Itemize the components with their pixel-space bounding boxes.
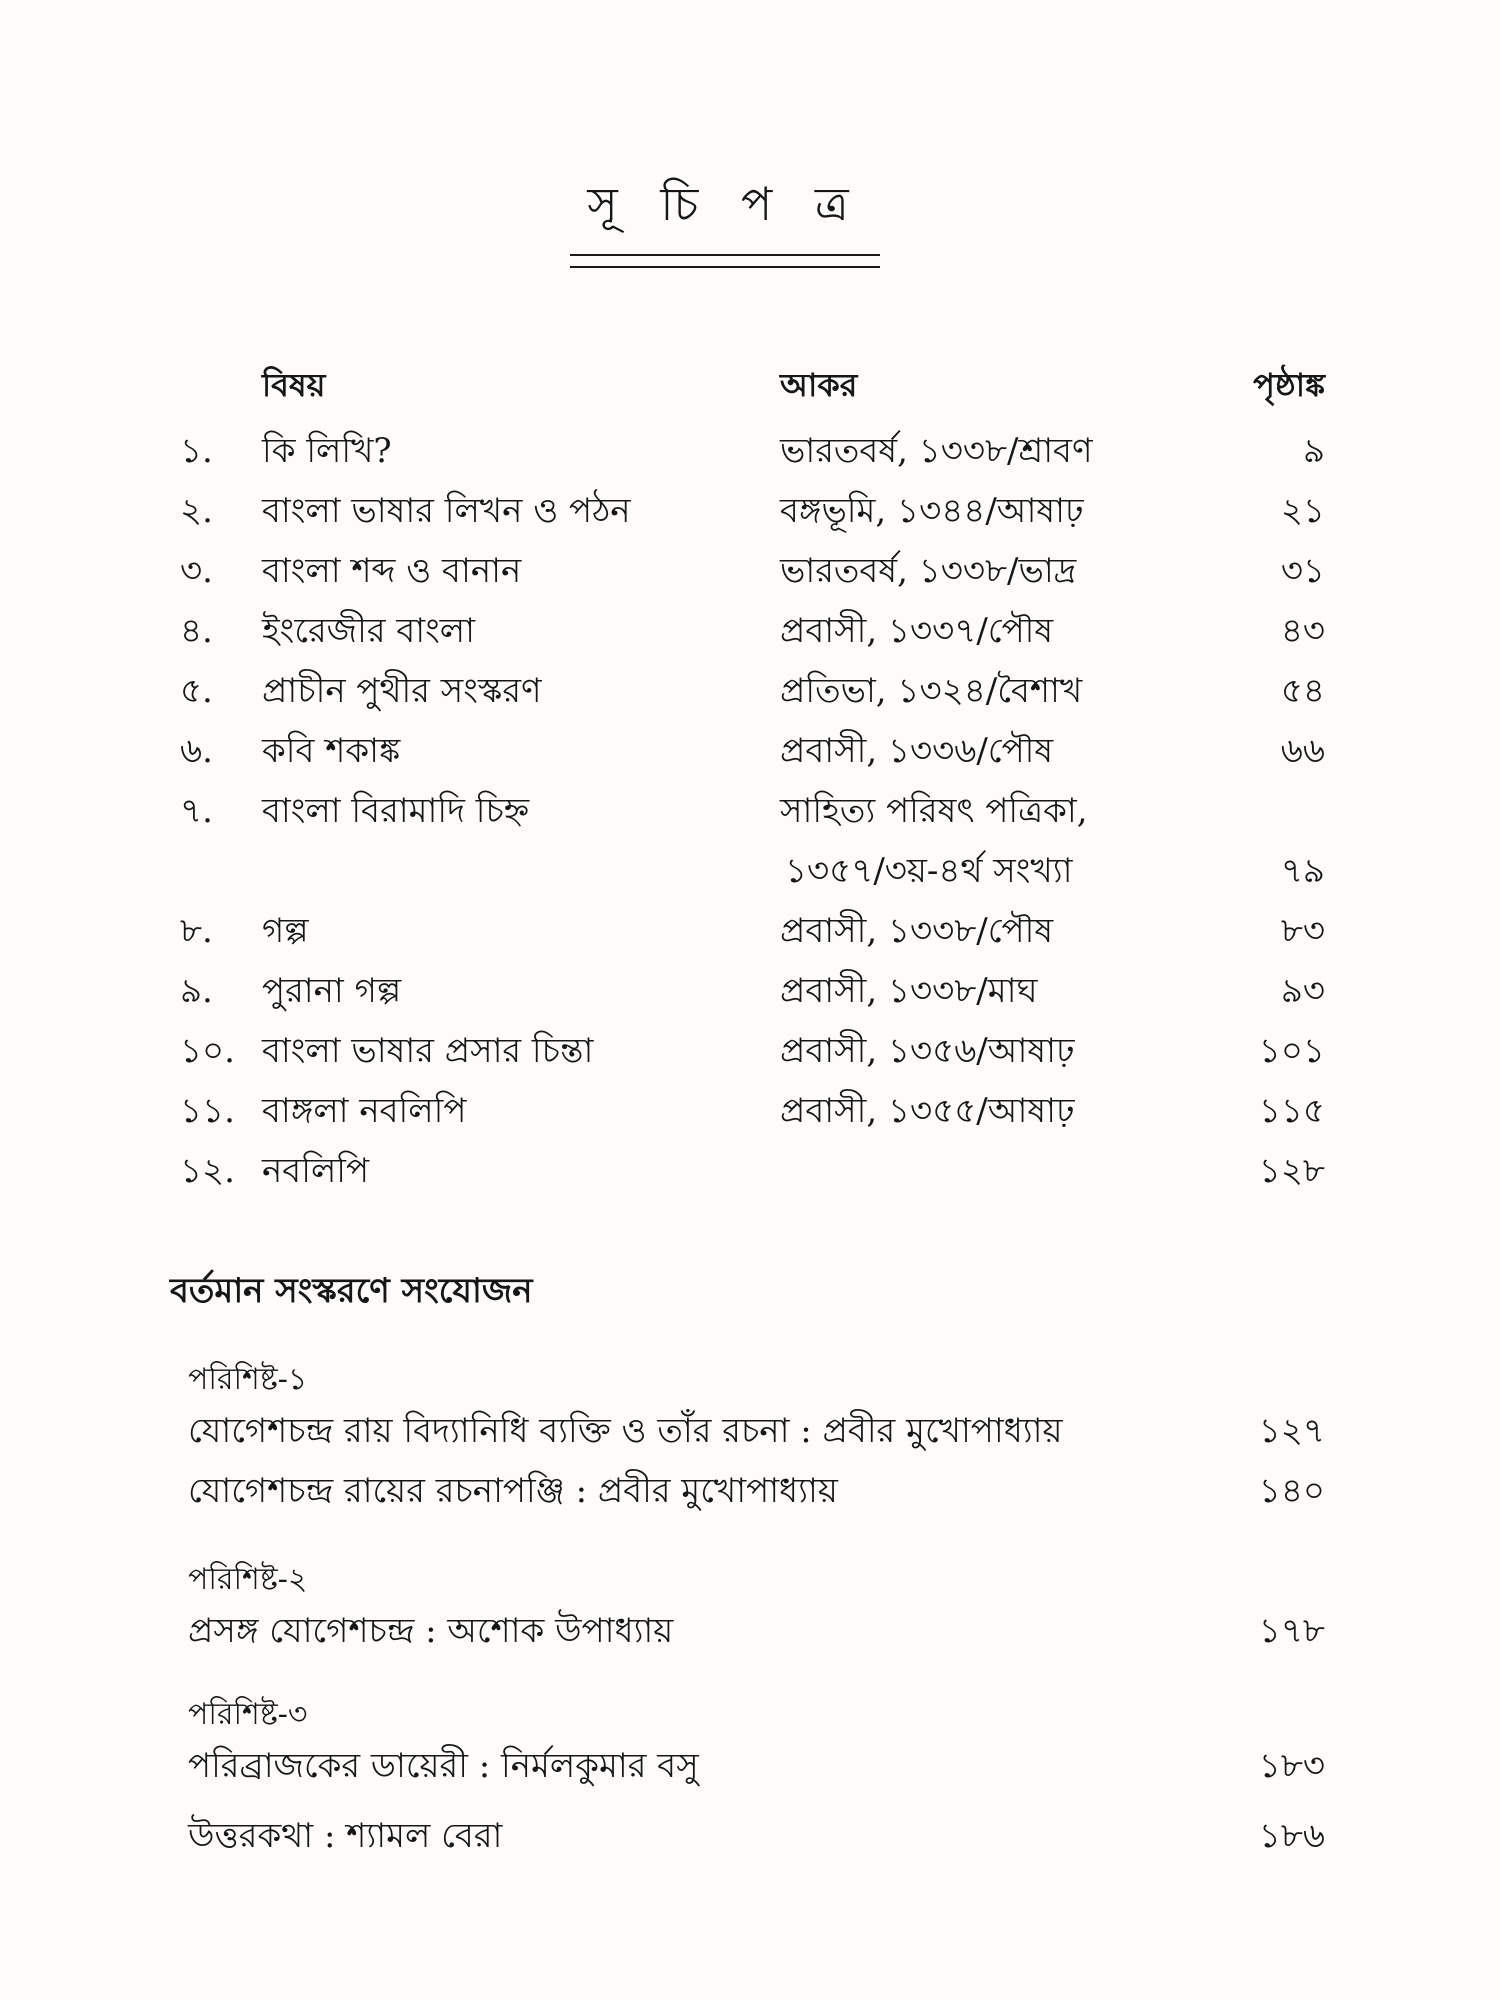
toc-entry xyxy=(0,725,1500,785)
title-underline-top xyxy=(570,254,880,256)
toc-entry xyxy=(0,545,1500,605)
entry-subject: পুরানা গল্প xyxy=(262,971,402,1011)
toc-entry xyxy=(0,425,1500,485)
entry-number: ৭. xyxy=(180,791,213,831)
appendix-item-text: প্রসঙ্গ যোগেশচন্দ্র : অশোক উপাধ্যায় xyxy=(188,1611,674,1651)
entry-page: ৪৩ xyxy=(1280,611,1325,651)
page-title: সূ চি প ত্র xyxy=(587,177,863,231)
entry-source: ভারতবর্ষ, ১৩৩৮/ভাদ্র xyxy=(780,551,1077,591)
entry-subject: বাংলা বিরামাদি চিহ্ন xyxy=(262,791,530,831)
entry-subject: কি লিখি? xyxy=(262,431,392,471)
column-header-source: আকর xyxy=(780,366,858,404)
toc-entry xyxy=(0,1025,1500,1085)
column-header-page: পৃষ্ঠাঙ্ক xyxy=(1253,366,1325,404)
entry-number: ৯. xyxy=(180,971,213,1011)
entry-number: ১২. xyxy=(180,1151,235,1191)
entry-page: ৬৬ xyxy=(1280,731,1325,771)
entry-number: ১. xyxy=(180,431,213,471)
toc-entry xyxy=(0,1145,1500,1205)
entry-number: ২. xyxy=(180,491,213,531)
entry-page: ৫৪ xyxy=(1280,671,1325,711)
entry-subject: গল্প xyxy=(262,911,309,951)
entry-subject: নবলিপি xyxy=(262,1151,370,1191)
entry-source: প্রবাসী, ১৩৩৭/পৌষ xyxy=(780,611,1054,651)
appendix-item-page: ১৮৩ xyxy=(1258,1746,1325,1786)
entry-page: ৭৯ xyxy=(1280,851,1325,891)
title-underline-bottom xyxy=(570,266,880,268)
entry-page: ৩১ xyxy=(1280,551,1325,591)
entry-page: ১২৮ xyxy=(1258,1151,1325,1191)
appendix-item-page: ১৭৮ xyxy=(1258,1611,1325,1651)
entry-number: ৪. xyxy=(180,611,213,651)
toc-entry xyxy=(0,665,1500,725)
appendix-2-label: পরিশিষ্ট-২ xyxy=(188,1562,308,1597)
appendix-item-page: ১৪০ xyxy=(1258,1471,1325,1511)
entry-page: ৯৩ xyxy=(1280,971,1325,1011)
toc-entry xyxy=(0,965,1500,1025)
appendix-item-text: পরিব্রাজকের ডায়েরী : নির্মলকুমার বসু xyxy=(188,1746,699,1786)
entry-number: ১০. xyxy=(180,1031,235,1071)
entry-source: প্রবাসী, ১৩৩৬/পৌষ xyxy=(780,731,1054,771)
toc-entry xyxy=(0,605,1500,665)
afterword-page: ১৮৬ xyxy=(1258,1816,1325,1856)
entry-number: ৫. xyxy=(180,671,213,711)
entry-subject: বাংলা ভাষার প্রসার চিন্তা xyxy=(262,1031,594,1071)
entry-subject: বাঙ্গলা নবলিপি xyxy=(262,1091,467,1131)
additions-heading: বর্তমান সংস্করণে সংযোজন xyxy=(170,1271,533,1311)
entry-source: প্রবাসী, ১৩৩৮/মাঘ xyxy=(780,971,1038,1011)
appendix-item-text: যোগেশচন্দ্র রায়ের রচনাপঞ্জি : প্রবীর মুখোপাধ্যায় xyxy=(188,1471,838,1511)
entry-number: ৩. xyxy=(180,551,213,591)
appendix-3-label: পরিশিষ্ট-৩ xyxy=(188,1697,308,1732)
toc-entry-continuation xyxy=(0,845,1500,905)
entry-source: প্রতিভা, ১৩২৪/বৈশাখ xyxy=(780,671,1083,711)
entry-page: ২১ xyxy=(1280,491,1325,531)
entry-number: ৬. xyxy=(180,731,213,771)
toc-entry xyxy=(0,485,1500,545)
appendix-1-label: পরিশিষ্ট-১ xyxy=(188,1362,308,1397)
toc-entry xyxy=(0,785,1500,845)
afterword-text: উত্তরকথা : শ্যামল বেরা xyxy=(188,1816,503,1856)
entry-source-continued: ১৩৫৭/৩য়-৪র্থ সংখ্যা xyxy=(785,851,1073,891)
entry-subject: ইংরেজীর বাংলা xyxy=(262,611,475,651)
appendix-item-page: ১২৭ xyxy=(1258,1411,1325,1451)
entry-page: ১০১ xyxy=(1258,1031,1325,1071)
entry-subject: প্রাচীন পুথীর সংস্করণ xyxy=(262,671,542,711)
entry-page: ৮৩ xyxy=(1280,911,1325,951)
appendix-item-text: যোগেশচন্দ্র রায় বিদ্যানিধি ব্যক্তি ও তাঁর রচনা : প্রবীর মুখোপাধ্যায় xyxy=(188,1411,1063,1451)
entry-number: ৮. xyxy=(180,911,213,951)
entry-source: প্রবাসী, ১৩৫৫/আষাঢ় xyxy=(780,1091,1075,1131)
entry-source: ভারতবর্ষ, ১৩৩৮/শ্রাবণ xyxy=(780,431,1093,471)
entry-page: ৯ xyxy=(1302,431,1325,471)
entry-source: সাহিত্য পরিষৎ পত্রিকা, xyxy=(780,791,1088,831)
entry-source: প্রবাসী, ১৩৩৮/পৌষ xyxy=(780,911,1054,951)
column-header-subject: বিষয় xyxy=(262,366,326,404)
toc-entry xyxy=(0,905,1500,965)
entry-subject: বাংলা শব্দ ও বানান xyxy=(262,551,522,591)
toc-entry xyxy=(0,1085,1500,1145)
entry-subject: কবি শকাঙ্ক xyxy=(262,731,401,771)
entry-number: ১১. xyxy=(180,1091,235,1131)
entry-source: প্রবাসী, ১৩৫৬/আষাঢ় xyxy=(780,1031,1075,1071)
entry-source: বঙ্গভূমি, ১৩৪৪/আষাঢ় xyxy=(780,491,1084,531)
entry-subject: বাংলা ভাষার লিখন ও পঠন xyxy=(262,491,631,531)
entry-page: ১১৫ xyxy=(1258,1091,1325,1131)
